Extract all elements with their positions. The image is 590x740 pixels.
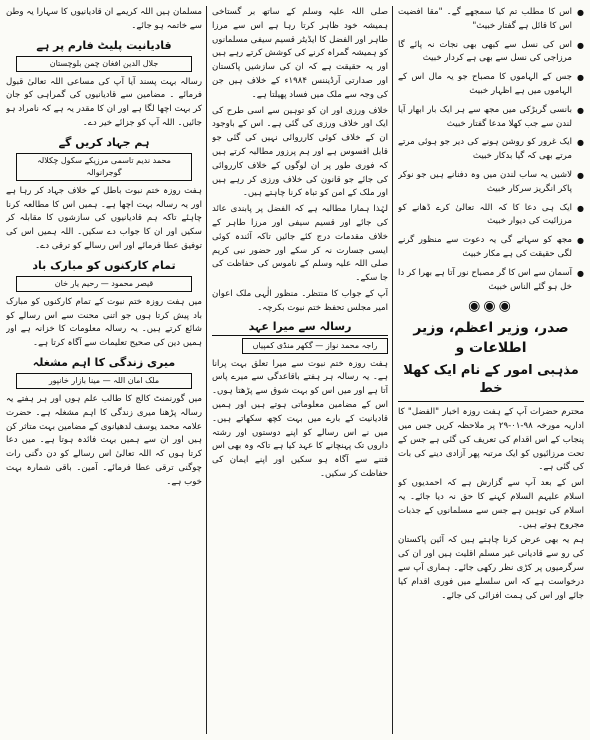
letter-paragraph: رسالہ بہت پسند آیا آپ کی مساعی اللہ تعالیٰ قبول فرمائے ۔ مضامین سے قادیانیوں کی گمراہی کو جان کر بہت اچھا لگا ہے اور ان کا مقدر یہ ہے کہ نامراد ہو جائیں۔ اللہ آپ کو جزائے خیر دے۔ [6,76,202,128]
column-middle [212,6,388,734]
poem-verse: ● اس کی نسل سے کبھی بھی نجات نہ پائے گا مرزاجی کی نسل سے بھی ہے کردار خبیث [398,39,584,67]
poem-verse: ● ایک غرور کو روشن ہونے کی دیر جو ہوئی مرتے مرتے بھی کہ گیا بدکار خبیث [398,136,584,164]
letter-paragraph: ہفت روزہ ختم نبوت باطل کے خلاف جہاد کر رہا ہے اور یہ رسالہ بہت اچھا ہے۔ ہمیں اس کا مطالعہ کرنا چاہئے تاکہ ہم قادیانیوں کی سازشوں کا مقابلہ کر سکیں اور ان کا جواب دے سکیں۔ اللہ ہمیں اس کی توفیق عطا فرمائے اور اس رسالے کو ترقی دے۔ [6,185,202,251]
letter-headline: صدر، وزیر اعظم، وزیر اطلاعات و [413,320,569,357]
letter-paragraph: ہفت روزہ ختم نبوت سے میرا تعلق بہت پرانا ہے۔ یہ رسالہ ہر ہفتے باقاعدگی سے میرے پاس آتا ہے اور میں اس کو بہت شوق سے پڑھتا ہوں۔ اس کے مضامین معلوماتی ہوتے ہیں اور ہمیں قادیانیت کے بارے میں بہت کچھ سکھاتے ہیں۔ میں نے اس رسالے کو اپنے دوستوں اور رشتہ داروں تک پہنچانے کا عہد کیا ہے تاکہ وہ بھی اس فتنے سے آگاہ ہو سکیں اور اپنے ایمان کی حفاظت کر سکیں۔ [212,358,388,479]
poem-verse: ● اس کا مطلب تم کیا سمجھے گے۔ "مقا افضیت اس کا قائل ہے گفتار خبیث" [398,6,584,34]
poem-verse: ● آسمان سے اس کا گر مصباح نور آتا ہے بھرا کر دا خل ہو گئے الناس خبیث [398,267,584,295]
author-box: محمد ندیم تاسمی مرزیکے سکول چکلالہ گوجرانوالہ [16,153,192,181]
letter-paragraph: لہٰذا ہمارا مطالبہ ہے کہ الفضل پر پابندی عائد کی جائے اور قسیم سیفی اور مرزا طاہر کے خلاف مقدمات درج کئے جائیں تاکہ آئندہ کوئی ایسی جسارت نہ کر سکے اور حضور نبی کریم صلی اللہ علیہ وسلم کے ناموس کی حفاظت کی جا سکے۔ [212,204,388,284]
author-box: جلال الدین افغان چمن بلوچستان [16,56,192,72]
letter-paragraph: صلی اللہ علیہ وسلم کے ساتھ بر گستاخی ہمیشہ خود ظاہر کرتا رہا ہے اس سے مرزا طاہر اور الفضل کا ایڈیٹر قسیم سیفی مسلمانوں کو ہمیشہ گمراہ کرنے کی کوشش کرتے رہے ہیں اور یہ حقیقت ہے کہ ان کی سازشیں پاکستان اور صدارتی آرڈیننس ۱۹۸۴ء کے خلاف ہیں جن کی وجہ سے ملک میں فساد پھیلتا ہے۔ [212,7,388,100]
column-right [398,6,584,734]
letter-paragraph: مسلمان ہیں اللہ کریمے ان قادیانیوں کا سہارا یہ وطن سے خاتمہ ہو جائے۔ [6,7,202,31]
letter-paragraph: ہم یہ بھی عرض کرنا چاہتے ہیں کہ آئین پاکستان کی رو سے قادیانی غیر مسلم اقلیت ہیں اور ان کی سرگرمیوں پر کڑی نظر رکھی جائے۔ ہماری آپ سے درخواست ہے کہ اس سلسلے میں فوری اقدام کیا جائے اور اس کی ہمت افزائی کی جائے۔ [398,535,584,601]
newspaper-page [6,6,584,734]
poem-verse: ● لاشیں یہ ساب لندن میں وہ دفنانے ہیں جو نوکر پاکر انگریز سرکار خبیث [398,169,584,197]
letter-signature: آپ کے جواب کا منتظر۔ منظور الٰہی ملک اعوان امیر مجلس تحفظ ختم نبوت بکرچہ۔ [212,288,388,313]
letter-paragraph: محترم حضرات آپ کے ہفت روزہ اخبار "الفضل" کا اداریہ مورخہ ۹۸-۰۱-۲۹ پر ملاحظہ کریں جس میں پنجاب کے اس اقدام کی تعریف کی گئی ہے جس کے تحت مرزائیوں کو ایک مرتبہ پھر آزادی دینے کی بات کی گئی ہے۔ [398,407,584,473]
section-heading: میری زندگی کا اہم مشغلہ [32,355,176,369]
section-heading: قادیانیت پلیٹ فارم پر ہے [36,38,172,52]
poem-verse: ● بانسی گربڑکی میں مجھ سے ہر ایک بار ابھار آیا لندن سے جب کھلا مدعا گفتار خبیث [398,104,584,132]
letter-paragraph: خلاف ورزی اور ان کو توہین سے اسی طرح کی ایک اور خلاف ورزی کی گئی ہے۔ اس کے باوجود ان کے خلاف کوئی کارروائی نہیں کی گئی جو قابل افسوس ہے اور ہم پرزور مطالبہ کرتے ہیں کہ فوری طور پر ان لوگوں کے خلاف کارروائی کی جائے جو قانون کی خلاف ورزی کر رہے ہیں اور ملک کے امن کو تباہ کرنا چاہتے ہیں۔ [212,105,388,199]
author-box: قیصر محمود — رحیم یار خان [16,276,192,292]
letter-paragraph: میں گورنمنٹ کالج کا طالب علم ہوں اور ہر ہفتے یہ رسالہ پڑھنا میری زندگی کا اہم مشغلہ ہے۔ حضرت علامہ محمد یوسف لدھیانوی کے مضامین بہت متاثر کن ہیں اور ان سے ہمیں بہت فائدہ ہوتا ہے۔ میں دعا کرتا ہوں کہ اللہ تعالیٰ اس رسالے کو دن دگنی رات چوگنی ترقی عطا فرمائے۔ آمین۔ باقی شمارہ بہت خوب ہے۔ [6,393,202,487]
section-heading: رسالہ سے میرا عہد [212,319,388,336]
poem-verse: ● مجھ کو سہاتے گی یہ دعوت سے منظور گرنے لگی حقیقت کی ہے مکار خبیث [398,234,584,262]
section-heading: تمام کارکنوں کو مبارک باد [32,258,176,272]
column-left [6,6,202,734]
author-box: ملک امان اللہ — مینا بازار خانپور [16,373,192,389]
letter-paragraph: اس کے بعد آپ سے گزارش ہے کہ احمدیوں کو اسلام علیہم السلام کہنے کا حق نہ دیا جائے۔ یہ اسلام کی توہین ہے جس سے مسلمانوں کے جذبات مجروح ہوتے ہیں۔ [398,478,584,530]
section-ornament: ◉◉◉ [468,298,514,315]
section-heading: ہم جہاد کریں گے [58,135,150,149]
letter-paragraph: میں ہفت روزہ ختم نبوت کے تمام کارکنوں کو مبارک باد پیش کرتا ہوں جو اتنی محنت سے اس رسالے کو شائع کرتے ہیں۔ یہ رسالہ معلومات کا خزانہ ہے اور ہمیں دین کی صحیح تعلیمات سے آگاہ کرتا ہے۔ [6,296,202,349]
column-divider [206,6,207,734]
letter-headline-sub: مذہبی امور کے نام ایک کھلا خط [398,362,584,402]
poem-verse: ● ایک ہی دعا کا کہ اللہ تعالیٰ کرے ڈھانے کو مرزائیت کی دیوار خبیث [398,202,584,230]
poem-list [398,6,584,294]
column-divider [392,6,393,734]
author-box: راجہ محمد نواز — گکھر منڈی کمپیاں [242,338,388,354]
poem-verse: ● جس کے الہاموں کا مصباح جو یہ مال اس کے الہاموں میں ہے اظہار خبیث [398,71,584,99]
